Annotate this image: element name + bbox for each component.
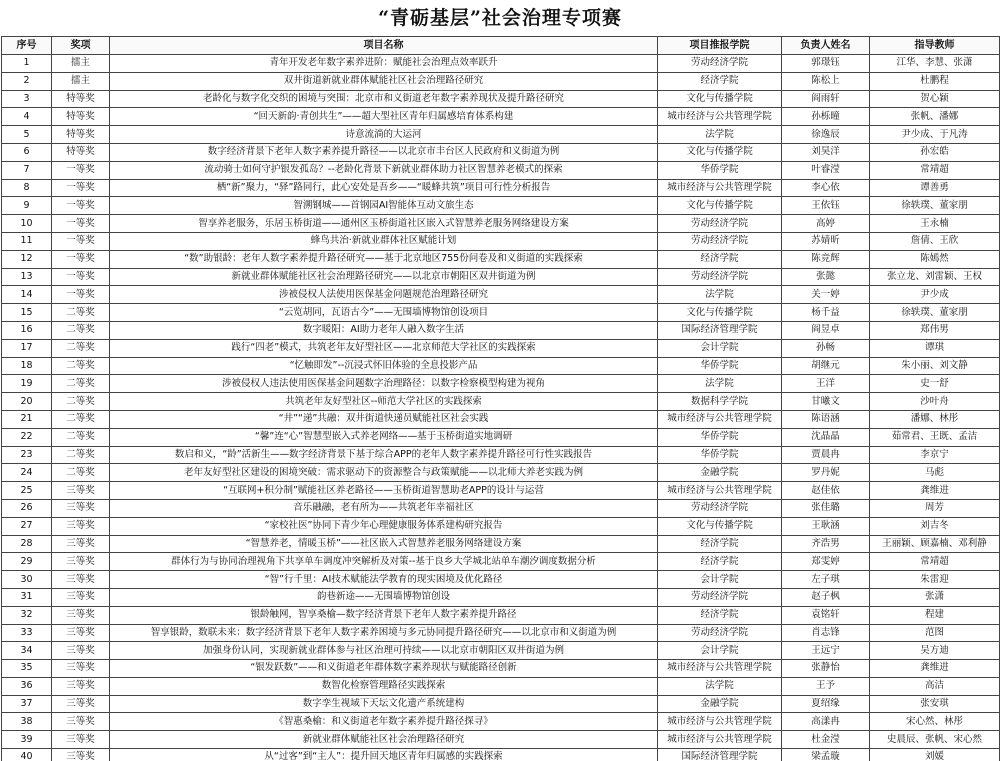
cell-leader: 张佳璐 (782, 499, 870, 517)
cell-index: 9 (2, 197, 52, 215)
table-row (2, 677, 1000, 695)
cell-index: 28 (2, 535, 52, 553)
table-row (2, 731, 1000, 749)
cell-award: 一等奖 (52, 250, 110, 268)
cell-award: 擂主 (52, 72, 110, 90)
cell-college: 城市经济与公共管理学院 (658, 713, 782, 731)
cell-project-name: 数智化检察管理路径实践探索 (110, 677, 658, 695)
cell-award: 三等奖 (52, 695, 110, 713)
cell-college: 经济学院 (658, 535, 782, 553)
cell-advisor: 贺心颖 (870, 90, 1000, 108)
table-row (2, 339, 1000, 357)
cell-college: 国际经济管理学院 (658, 321, 782, 339)
cell-college: 金融学院 (658, 695, 782, 713)
cell-college: 会计学院 (658, 571, 782, 589)
cell-index: 2 (2, 72, 52, 90)
table-row (2, 286, 1000, 304)
cell-award: 二等奖 (52, 321, 110, 339)
cell-leader: 赵子枫 (782, 588, 870, 606)
cell-project-name: 涉被侵权人违法使用医保基金问题数字治理路径：以数字检察模型构建为视角 (110, 375, 658, 393)
cell-award: 三等奖 (52, 677, 110, 695)
cell-award: 三等奖 (52, 642, 110, 660)
cell-leader: 杜金滢 (782, 731, 870, 749)
cell-advisor: 杜鹏程 (870, 72, 1000, 90)
cell-award: 一等奖 (52, 286, 110, 304)
table-row (2, 410, 1000, 428)
cell-advisor: 高洁 (870, 677, 1000, 695)
cell-award: 三等奖 (52, 482, 110, 500)
cell-college: 城市经济与公共管理学院 (658, 179, 782, 197)
cell-award: 二等奖 (52, 357, 110, 375)
cell-advisor: 程建 (870, 606, 1000, 624)
cell-leader: 陈松上 (782, 72, 870, 90)
cell-advisor: 尹少成、于凡涛 (870, 126, 1000, 144)
table-row (2, 357, 1000, 375)
cell-college: 金融学院 (658, 464, 782, 482)
cell-project-name: 新就业群体赋能社区社会治理路径研究——以北京市朝阳区双井街道为例 (110, 268, 658, 286)
cell-award: 二等奖 (52, 428, 110, 446)
cell-award: 三等奖 (52, 571, 110, 589)
cell-index: 36 (2, 677, 52, 695)
table-row (2, 482, 1000, 500)
cell-project-name: 蜂鸟共治·新就业群体社区赋能计划 (110, 232, 658, 250)
table-row (2, 108, 1000, 126)
cell-advisor: 詹倩、王欣 (870, 232, 1000, 250)
cell-index: 40 (2, 749, 52, 761)
cell-leader: 关一婷 (782, 286, 870, 304)
cell-award: 特等奖 (52, 108, 110, 126)
cell-project-name: 数字经济背景下老年人数字素养提升路径——以北京市丰台区人民政府和义街道为例 (110, 143, 658, 161)
cell-index: 35 (2, 660, 52, 678)
cell-award: 二等奖 (52, 410, 110, 428)
cell-project-name: 新就业群体赋能社区社会治理路径研究 (110, 731, 658, 749)
cell-award: 三等奖 (52, 713, 110, 731)
cell-leader: 甘曦文 (782, 393, 870, 411)
cell-project-name: 群体行为与协同治理视角下共享单车调度冲突解析及对策--基于良乡大学城北站单车潮汐调度数据分析 (110, 553, 658, 571)
cell-index: 14 (2, 286, 52, 304)
cell-leader: 王予 (782, 677, 870, 695)
table-row (2, 446, 1000, 464)
cell-index: 26 (2, 499, 52, 517)
cell-college: 会计学院 (658, 642, 782, 660)
cell-index: 23 (2, 446, 52, 464)
cell-award: 三等奖 (52, 553, 110, 571)
table-row (2, 304, 1000, 322)
cell-college: 国际经济管理学院 (658, 749, 782, 761)
cell-project-name: 践行“四老”模式，共筑老年友好型社区——北京师范大学社区的实践探索 (110, 339, 658, 357)
table-row (2, 606, 1000, 624)
cell-college: 文化与传播学院 (658, 517, 782, 535)
cell-project-name: 共筑老年友好型社区--师范大学社区的实践探索 (110, 393, 658, 411)
cell-index: 8 (2, 179, 52, 197)
cell-project-name: “智”行千里：AI技术赋能法学教育的现实困境及优化路径 (110, 571, 658, 589)
cell-advisor: 徐轶璞、董家朋 (870, 197, 1000, 215)
cell-index: 30 (2, 571, 52, 589)
cell-college: 城市经济与公共管理学院 (658, 108, 782, 126)
cell-leader: 齐浩男 (782, 535, 870, 553)
cell-leader: 沈晶晶 (782, 428, 870, 446)
cell-project-name: “馨”连“心”智慧型嵌入式养老网络——基于玉桥街道实地调研 (110, 428, 658, 446)
cell-project-name: “银发跃数”——和义街道老年群体数字素养现状与赋能路径创新 (110, 660, 658, 678)
cell-college: 文化与传播学院 (658, 143, 782, 161)
cell-college: 城市经济与公共管理学院 (658, 660, 782, 678)
cell-leader: 高漾冉 (782, 713, 870, 731)
cell-index: 22 (2, 428, 52, 446)
cell-leader: 李心依 (782, 179, 870, 197)
cell-project-name: 双井街道新就业群体赋能社区社会治理路径研究 (110, 72, 658, 90)
cell-index: 13 (2, 268, 52, 286)
cell-advisor: 沙叶舟 (870, 393, 1000, 411)
cell-award: 二等奖 (52, 464, 110, 482)
cell-advisor: 朱雷迎 (870, 571, 1000, 589)
table-row (2, 268, 1000, 286)
table-row (2, 624, 1000, 642)
cell-index: 37 (2, 695, 52, 713)
header-advisor: 指导教师 (870, 37, 1000, 55)
cell-award: 三等奖 (52, 588, 110, 606)
table-row (2, 197, 1000, 215)
cell-award: 特等奖 (52, 90, 110, 108)
cell-leader: 王耿涵 (782, 517, 870, 535)
cell-leader: 叶睿滢 (782, 161, 870, 179)
cell-college: 华侨学院 (658, 161, 782, 179)
cell-advisor: 谭善勇 (870, 179, 1000, 197)
cell-advisor: 史晨辰、张帆、宋心然 (870, 731, 1000, 749)
cell-award: 二等奖 (52, 304, 110, 322)
cell-award: 一等奖 (52, 197, 110, 215)
cell-index: 33 (2, 624, 52, 642)
table-row (2, 321, 1000, 339)
cell-project-name: 数字孪生视域下天坛文化遗产系统建构 (110, 695, 658, 713)
cell-index: 34 (2, 642, 52, 660)
cell-leader: 左子琪 (782, 571, 870, 589)
cell-college: 华侨学院 (658, 357, 782, 375)
cell-college: 城市经济与公共管理学院 (658, 482, 782, 500)
cell-award: 三等奖 (52, 606, 110, 624)
cell-college: 经济学院 (658, 250, 782, 268)
cell-award: 一等奖 (52, 268, 110, 286)
table-row (2, 464, 1000, 482)
cell-college: 城市经济与公共管理学院 (658, 410, 782, 428)
cell-leader: 郭璟钰 (782, 55, 870, 73)
header-index: 序号 (2, 37, 52, 55)
cell-advisor: 龚维进 (870, 660, 1000, 678)
cell-leader: 袁铭轩 (782, 606, 870, 624)
cell-index: 10 (2, 215, 52, 233)
cell-leader: 孙栎曈 (782, 108, 870, 126)
cell-college: 经济学院 (658, 606, 782, 624)
cell-advisor: 常靖超 (870, 553, 1000, 571)
cell-index: 20 (2, 393, 52, 411)
cell-index: 5 (2, 126, 52, 144)
table-body (2, 55, 1000, 761)
cell-college: 文化与传播学院 (658, 197, 782, 215)
table-row (2, 517, 1000, 535)
cell-advisor: 张潇 (870, 588, 1000, 606)
table-row (2, 126, 1000, 144)
cell-college: 华侨学院 (658, 428, 782, 446)
table-row (2, 232, 1000, 250)
cell-index: 12 (2, 250, 52, 268)
cell-leader: 陈竞辉 (782, 250, 870, 268)
cell-college: 数据科学学院 (658, 393, 782, 411)
cell-award: 三等奖 (52, 535, 110, 553)
cell-project-name: “智慧养老，情暖玉桥”——社区嵌入式智慧养老服务网络建设方案 (110, 535, 658, 553)
cell-project-name: 栖“新”聚力，“驿”路同行，此心安处是吾乡——“暖蜂共筑”项目可行性分析报告 (110, 179, 658, 197)
cell-award: 一等奖 (52, 232, 110, 250)
cell-advisor: 尹少成 (870, 286, 1000, 304)
cell-advisor: 刘吉冬 (870, 517, 1000, 535)
cell-index: 39 (2, 731, 52, 749)
cell-leader: 孙畅 (782, 339, 870, 357)
cell-advisor: 李京宁 (870, 446, 1000, 464)
cell-college: 文化与传播学院 (658, 90, 782, 108)
cell-leader: 罗丹妮 (782, 464, 870, 482)
cell-leader: 梁孟璇 (782, 749, 870, 761)
cell-award: 一等奖 (52, 179, 110, 197)
table-row (2, 535, 1000, 553)
cell-project-name: 加强身份认同，实现新就业群体参与社区治理可持续——以北京市朝阳区双井街道为例 (110, 642, 658, 660)
cell-college: 法学院 (658, 286, 782, 304)
cell-index: 25 (2, 482, 52, 500)
cell-advisor: 徐轶璞、董家朋 (870, 304, 1000, 322)
cell-index: 18 (2, 357, 52, 375)
cell-project-name: 银龄触网，智享桑榆—数字经济背景下老年人数字素养提升路径 (110, 606, 658, 624)
cell-advisor: 张安琪 (870, 695, 1000, 713)
cell-project-name: “数”助银龄：老年人数字素养提升路径研究——基于北京地区755份问卷及和义街道的实践探索 (110, 250, 658, 268)
cell-award: 三等奖 (52, 660, 110, 678)
table-row (2, 428, 1000, 446)
cell-college: 劳动经济学院 (658, 588, 782, 606)
cell-index: 16 (2, 321, 52, 339)
cell-leader: 赵佳依 (782, 482, 870, 500)
table-row (2, 749, 1000, 761)
table-row (2, 642, 1000, 660)
cell-project-name: “回天新韵·青创共生”——超大型社区青年归属感培育体系构建 (110, 108, 658, 126)
cell-project-name: 《智惠桑榆：和义街道老年数字素养提升路径探寻》 (110, 713, 658, 731)
table-row (2, 571, 1000, 589)
cell-project-name: 老龄化与数字化交织的困境与突围：北京市和义街道老年数字素养现状及提升路径研究 (110, 90, 658, 108)
cell-award: 三等奖 (52, 499, 110, 517)
cell-project-name: 数启和义，“龄”活新生——数字经济背景下基于综合APP的老年人数字素养提升路径可行性实践报告 (110, 446, 658, 464)
cell-college: 华侨学院 (658, 446, 782, 464)
cell-advisor: 郑伟男 (870, 321, 1000, 339)
cell-advisor: 张帆、潘娜 (870, 108, 1000, 126)
cell-project-name: 智享养老服务，乐居玉桥街道——通州区玉桥街道社区嵌入式智慧养老服务网络建设方案 (110, 215, 658, 233)
cell-index: 19 (2, 375, 52, 393)
cell-leader: 杨千益 (782, 304, 870, 322)
cell-college: 会计学院 (658, 339, 782, 357)
header-award: 奖项 (52, 37, 110, 55)
cell-index: 24 (2, 464, 52, 482)
cell-index: 27 (2, 517, 52, 535)
cell-advisor: 潘娜、林彤 (870, 410, 1000, 428)
table-row (2, 713, 1000, 731)
table-row (2, 250, 1000, 268)
cell-project-name: “忆触即发”--沉浸式怀旧体验的全息投影产品 (110, 357, 658, 375)
cell-award: 一等奖 (52, 161, 110, 179)
cell-project-name: “家校社医”协同下青少年心理健康服务体系建构研究报告 (110, 517, 658, 535)
cell-college: 劳动经济学院 (658, 624, 782, 642)
cell-project-name: 青年开发老年数字素养进阶：赋能社会治理点效率跃升 (110, 55, 658, 73)
cell-index: 3 (2, 90, 52, 108)
cell-leader: 张静怡 (782, 660, 870, 678)
cell-leader: 郑雯婷 (782, 553, 870, 571)
cell-index: 6 (2, 143, 52, 161)
cell-advisor: 常靖超 (870, 161, 1000, 179)
cell-project-name: “云览胡同，瓦语古今”——无围墙博物馆创设项目 (110, 304, 658, 322)
cell-advisor: 宋心然、林彤 (870, 713, 1000, 731)
cell-advisor: 刘媛 (870, 749, 1000, 761)
cell-advisor: 范图 (870, 624, 1000, 642)
cell-leader: 高婷 (782, 215, 870, 233)
cell-college: 法学院 (658, 375, 782, 393)
cell-award: 特等奖 (52, 143, 110, 161)
award-table (1, 36, 1000, 761)
cell-award: 二等奖 (52, 393, 110, 411)
cell-college: 劳动经济学院 (658, 55, 782, 73)
cell-award: 三等奖 (52, 749, 110, 761)
cell-college: 劳动经济学院 (658, 268, 782, 286)
table-row (2, 375, 1000, 393)
cell-project-name: 从“过客”到“主人”：提升回天地区青年归属感的实践探索 (110, 749, 658, 761)
page-title: “青砺基层”社会治理专项赛 (378, 7, 622, 29)
table-row (2, 179, 1000, 197)
cell-index: 7 (2, 161, 52, 179)
cell-award: 二等奖 (52, 339, 110, 357)
table-row (2, 660, 1000, 678)
cell-college: 劳动经济学院 (658, 232, 782, 250)
table-row (2, 55, 1000, 73)
cell-college: 法学院 (658, 677, 782, 695)
table-row (2, 588, 1000, 606)
cell-project-name: 智享银龄，数联未来：数字经济背景下老年人数字素养困境与多元协同提升路径研究——以北京市和义街道为例 (110, 624, 658, 642)
table-row (2, 161, 1000, 179)
cell-college: 法学院 (658, 126, 782, 144)
table-row (2, 215, 1000, 233)
cell-leader: 王洋 (782, 375, 870, 393)
cell-college: 劳动经济学院 (658, 499, 782, 517)
cell-leader: 徐逸辰 (782, 126, 870, 144)
header-leader: 负责人姓名 (782, 37, 870, 55)
cell-leader: 王远宁 (782, 642, 870, 660)
table-header-row (2, 37, 1000, 55)
cell-award: 二等奖 (52, 446, 110, 464)
cell-leader: 王依钰 (782, 197, 870, 215)
table-row (2, 695, 1000, 713)
cell-college: 文化与传播学院 (658, 304, 782, 322)
cell-index: 4 (2, 108, 52, 126)
cell-leader: 苏婧昕 (782, 232, 870, 250)
cell-advisor: 周芳 (870, 499, 1000, 517)
cell-advisor: 张立龙、刘雷颖、王权 (870, 268, 1000, 286)
cell-advisor: 吴方迪 (870, 642, 1000, 660)
cell-award: 三等奖 (52, 517, 110, 535)
cell-project-name: 韵巷新途——无围墙博物馆创设 (110, 588, 658, 606)
cell-leader: 刘昊洋 (782, 143, 870, 161)
cell-index: 31 (2, 588, 52, 606)
cell-index: 32 (2, 606, 52, 624)
cell-advisor: 王丽颖、顾嘉楠、邓利静 (870, 535, 1000, 553)
cell-advisor: 史一舒 (870, 375, 1000, 393)
cell-leader: 肖志锋 (782, 624, 870, 642)
cell-project-name: “互联网+积分制”赋能社区养老路径——玉桥街道智慧助老APP的设计与运营 (110, 482, 658, 500)
table-row (2, 143, 1000, 161)
cell-advisor: 马彪 (870, 464, 1000, 482)
cell-advisor: 王永楠 (870, 215, 1000, 233)
cell-project-name: 诗意流淌的大运河 (110, 126, 658, 144)
cell-advisor: 江华、李慧、张潇 (870, 55, 1000, 73)
cell-index: 29 (2, 553, 52, 571)
cell-project-name: “井”“递”共融：双井街道快递员赋能社区社会实践 (110, 410, 658, 428)
cell-project-name: 流动骑士如何守护银发孤岛？--老龄化背景下新就业群体助力社区智慧养老模式的探索 (110, 161, 658, 179)
cell-college: 经济学院 (658, 72, 782, 90)
cell-index: 1 (2, 55, 52, 73)
cell-project-name: 音乐融融，老有所为——共筑老年幸福社区 (110, 499, 658, 517)
cell-index: 11 (2, 232, 52, 250)
cell-leader: 胡继元 (782, 357, 870, 375)
cell-college: 城市经济与公共管理学院 (658, 731, 782, 749)
cell-award: 二等奖 (52, 375, 110, 393)
cell-advisor: 陈嫣然 (870, 250, 1000, 268)
cell-award: 三等奖 (52, 731, 110, 749)
cell-advisor: 谭琪 (870, 339, 1000, 357)
cell-award: 擂主 (52, 55, 110, 73)
cell-award: 三等奖 (52, 624, 110, 642)
cell-college: 劳动经济学院 (658, 215, 782, 233)
header-college: 项目推报学院 (658, 37, 782, 55)
header-project-name: 项目名称 (110, 37, 658, 55)
cell-project-name: 涉被侵权人法使用医保基金问题规范治理路径研究 (110, 286, 658, 304)
table-row (2, 499, 1000, 517)
cell-index: 21 (2, 410, 52, 428)
cell-leader: 陈语涵 (782, 410, 870, 428)
cell-advisor: 龚维进 (870, 482, 1000, 500)
cell-award: 特等奖 (52, 126, 110, 144)
cell-project-name: 数字暖阳：AI助力老年人融入数字生活 (110, 321, 658, 339)
cell-leader: 贾晨冉 (782, 446, 870, 464)
table-row (2, 553, 1000, 571)
cell-advisor: 朱小丽、刘文静 (870, 357, 1000, 375)
cell-leader: 阎雨轩 (782, 90, 870, 108)
cell-leader: 阎昱卓 (782, 321, 870, 339)
table-row (2, 393, 1000, 411)
cell-project-name: 老年友好型社区建设的困境突破：需求驱动下的资源整合与政策赋能——以北师大养老实践为例 (110, 464, 658, 482)
cell-leader: 夏绍缘 (782, 695, 870, 713)
cell-project-name: 智溯钢城——首钢园AI智能体互动文旅生态 (110, 197, 658, 215)
cell-index: 38 (2, 713, 52, 731)
cell-index: 15 (2, 304, 52, 322)
cell-leader: 张懿 (782, 268, 870, 286)
table-row (2, 90, 1000, 108)
cell-college: 经济学院 (658, 553, 782, 571)
cell-index: 17 (2, 339, 52, 357)
cell-advisor: 茹常君、王既、孟洁 (870, 428, 1000, 446)
cell-advisor: 孙宏皓 (870, 143, 1000, 161)
cell-award: 一等奖 (52, 215, 110, 233)
table-row (2, 72, 1000, 90)
